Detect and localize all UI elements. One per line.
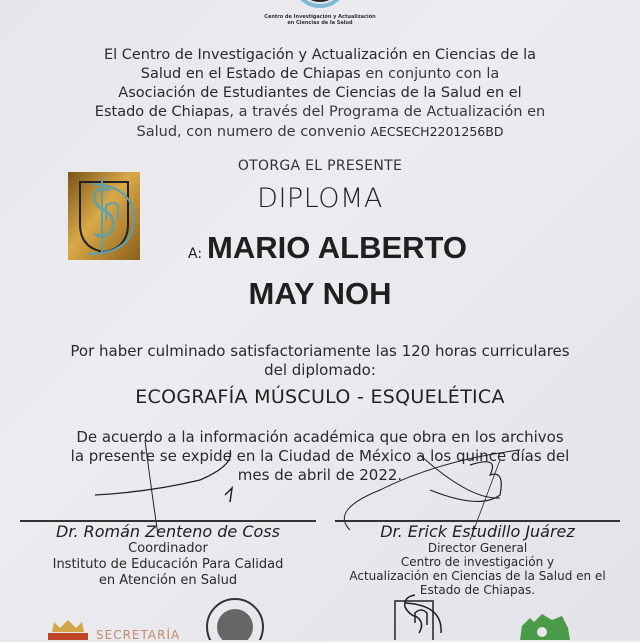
signature-block-right <box>335 520 620 597</box>
course-title: ECOGRAFÍA MÚSCULO - ESQUELÉTICA <box>135 386 505 408</box>
intro-text: Salud, con numero de convenio <box>136 124 371 140</box>
signatory-name: Dr. Román Zenteno de Coss <box>56 521 280 541</box>
issuance-statement <box>0 428 640 485</box>
intro-paragraph <box>20 46 620 142</box>
completion-line: Por haber culminado satisfactoriamente las 120 horas curriculares <box>70 342 570 360</box>
award-intro: OTORGA EL PRESENTE <box>237 158 403 174</box>
completion-line: del diplomado: <box>264 361 376 379</box>
intro-line <box>20 65 620 84</box>
intro-line <box>20 103 620 122</box>
intro-text: , a través del Programa de Actualización en <box>229 104 546 120</box>
issuance-line: mes de abril de 2022. <box>237 466 403 484</box>
top-institution-logo-icon <box>280 0 360 10</box>
completion-statement <box>0 342 640 380</box>
crown-logo-icon <box>48 618 88 640</box>
intro-line <box>20 122 620 142</box>
recipient-name-line2: MAY NOH <box>248 276 392 311</box>
mexico-seal-icon <box>205 597 265 640</box>
recipient-name-line1: MARIO ALBERTO <box>207 230 468 265</box>
signatory-role: Director General <box>427 540 528 555</box>
institution-emblem-icon <box>385 593 445 640</box>
diploma-title: DIPLOMA <box>257 183 383 214</box>
issuance-line: De acuerdo a la información académica que obra en los archivos <box>76 428 564 446</box>
logo-caption-line1: Centro de Investigación y Actualización <box>264 14 376 20</box>
signatory-org: Estado de Chiapas. <box>419 582 536 597</box>
signatory-org: en Atención en Salud <box>98 572 238 588</box>
intro-line: El Centro de Investigación y Actualización en Ciencias de la <box>103 47 537 63</box>
convenio-code: AECSECH2201256BD <box>370 124 504 139</box>
secretaria-label: SECRETARÍA <box>96 628 181 642</box>
signatory-org: Instituto de Educación Para Calidad <box>52 556 284 572</box>
intro-text: en conjunto con la <box>360 66 500 82</box>
intro-line: Asociación de Estudiantes de Ciencias de la Salud en el <box>118 85 522 101</box>
logo-caption <box>0 14 640 26</box>
chiapas-map-logo-icon <box>512 612 572 640</box>
signatory-org: Centro de investigación y <box>400 554 555 569</box>
signature-block-left <box>20 520 316 589</box>
logo-caption-line2: en Ciencias de la Salud <box>287 20 353 26</box>
intro-text: Estado de Chiapas <box>94 104 230 120</box>
signatory-org: Actualización en Ciencias de la Salud en el <box>349 568 606 583</box>
intro-text: Salud en el Estado de Chiapas <box>140 66 361 82</box>
issuance-line: la presente se expide en la Ciudad de México a los quince días del <box>70 447 570 465</box>
signatory-role: Coordinador <box>128 540 208 556</box>
signatory-name: Dr. Erick Estudillo Juárez <box>380 521 575 541</box>
recipient-label: A: <box>188 246 203 262</box>
